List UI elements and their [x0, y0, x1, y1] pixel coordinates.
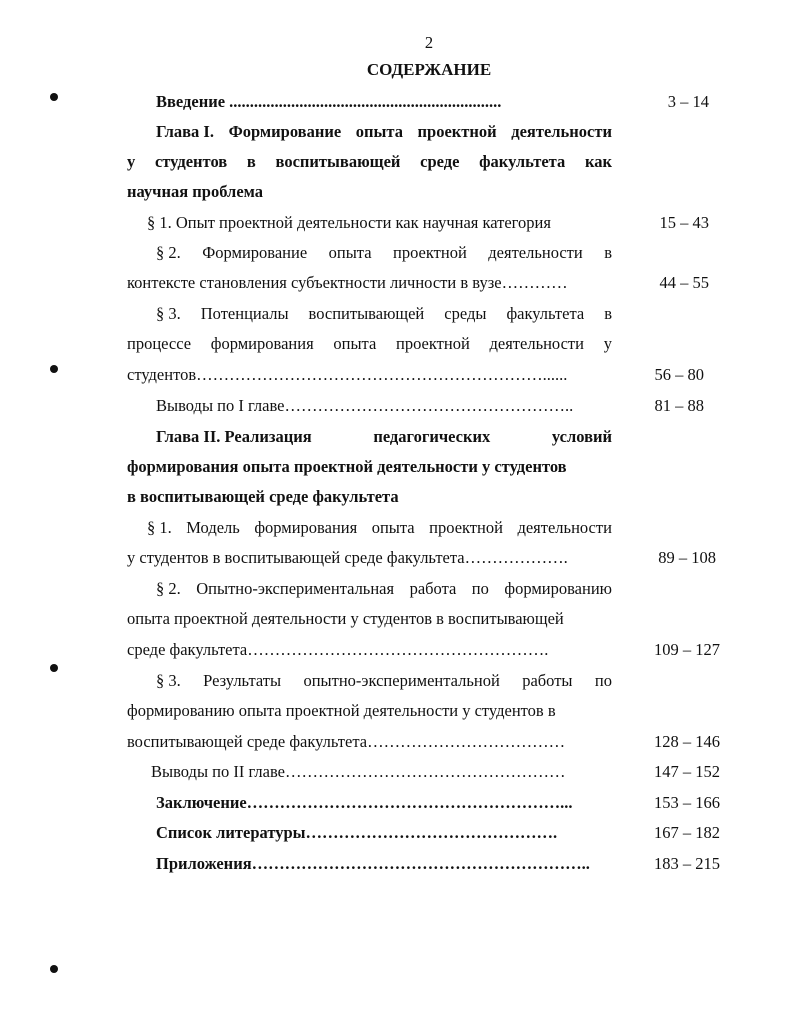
- toc-s2-1-pages: 89 – 108: [658, 548, 716, 567]
- toc-s2-3-line3: воспитывающей среде факультета………………………………: [127, 732, 566, 751]
- scan-mark-1: [50, 93, 58, 101]
- toc-s2-3-line1: § 3. Результаты опытно-экспериментальной работы по: [156, 671, 612, 690]
- scan-mark-2: [50, 365, 58, 373]
- toc-s2-2-line2: опыта проектной деятельности у студентов в воспитывающей: [127, 609, 564, 628]
- chapter2-title-line3: в воспитывающей среде факультета: [127, 487, 399, 506]
- toc-s1-3-pages: 56 – 80: [654, 365, 704, 384]
- toc-s1-2-pages: 44 – 55: [659, 273, 709, 292]
- toc-intro: Введение ..................................................................: [156, 92, 502, 111]
- scan-mark-3: [50, 664, 58, 672]
- toc-s2-1-line1: § 1. Модель формирования опыта проектной деятельности: [147, 518, 612, 537]
- toc-conclusions-ch2-pages: 147 – 152: [654, 762, 720, 781]
- toc-conclusion: Заключение…………………………………………………...: [156, 793, 573, 812]
- toc-conclusions-ch1: Выводы по I главе……………………………………………..: [156, 396, 574, 415]
- page-number: 2: [424, 33, 434, 52]
- toc-s2-2-pages: 109 – 127: [654, 640, 720, 659]
- chapter2-title-line1: Глава II. Реализация педагогических условий: [156, 427, 612, 446]
- page-title: СОДЕРЖАНИЕ: [366, 60, 492, 79]
- toc-appendices-pages: 183 – 215: [654, 854, 720, 873]
- toc-s2-2-line3: среде факультета……………………………………………….: [127, 640, 549, 659]
- toc-s1-3-line2: процессе формирования опыта проектной деятельности у: [127, 334, 612, 353]
- chapter2-title-line2: формирования опыта проектной деятельности у студентов: [127, 457, 567, 476]
- toc-conclusions-ch2: Выводы по II главе……………………………………………: [151, 762, 566, 781]
- toc-appendices: Приложения……………………………………………………..: [156, 854, 590, 873]
- toc-s1-1: § 1. Опыт проектной деятельности как научная категория: [147, 213, 551, 232]
- toc-s1-2-line1: § 2. Формирование опыта проектной деятельности в: [156, 243, 612, 262]
- toc-s2-1-line2: у студентов в воспитывающей среде факультета……………….: [127, 548, 568, 567]
- toc-s2-2-line1: § 2. Опытно-экспериментальная работа по формированию: [156, 579, 612, 598]
- toc-s2-3-pages: 128 – 146: [654, 732, 720, 751]
- toc-s1-3-line3: студентов………………………………………………………......: [127, 365, 568, 384]
- chapter1-title-line3: научная проблема: [127, 182, 264, 201]
- toc-intro-pages: 3 – 14: [667, 92, 709, 111]
- chapter1-title-line1: Глава I. Формирование опыта проектной деятельности: [156, 122, 612, 141]
- toc-s1-2-line2: контексте становления субъектности личности в вузе…………: [127, 273, 568, 292]
- toc-s1-3-line1: § 3. Потенциалы воспитывающей среды факультета в: [156, 304, 612, 323]
- toc-s1-1-pages: 15 – 43: [659, 213, 709, 232]
- toc-references-pages: 167 – 182: [654, 823, 720, 842]
- toc-s2-3-line2: формированию опыта проектной деятельности у студентов в: [127, 701, 556, 720]
- scan-mark-4: [50, 965, 58, 973]
- toc-conclusions-ch1-pages: 81 – 88: [654, 396, 704, 415]
- toc-references: Список литературы……………………………………….: [156, 823, 558, 842]
- toc-conclusion-pages: 153 – 166: [654, 793, 720, 812]
- chapter1-title-line2: у студентов в воспитывающей среде факультета как: [127, 152, 612, 171]
